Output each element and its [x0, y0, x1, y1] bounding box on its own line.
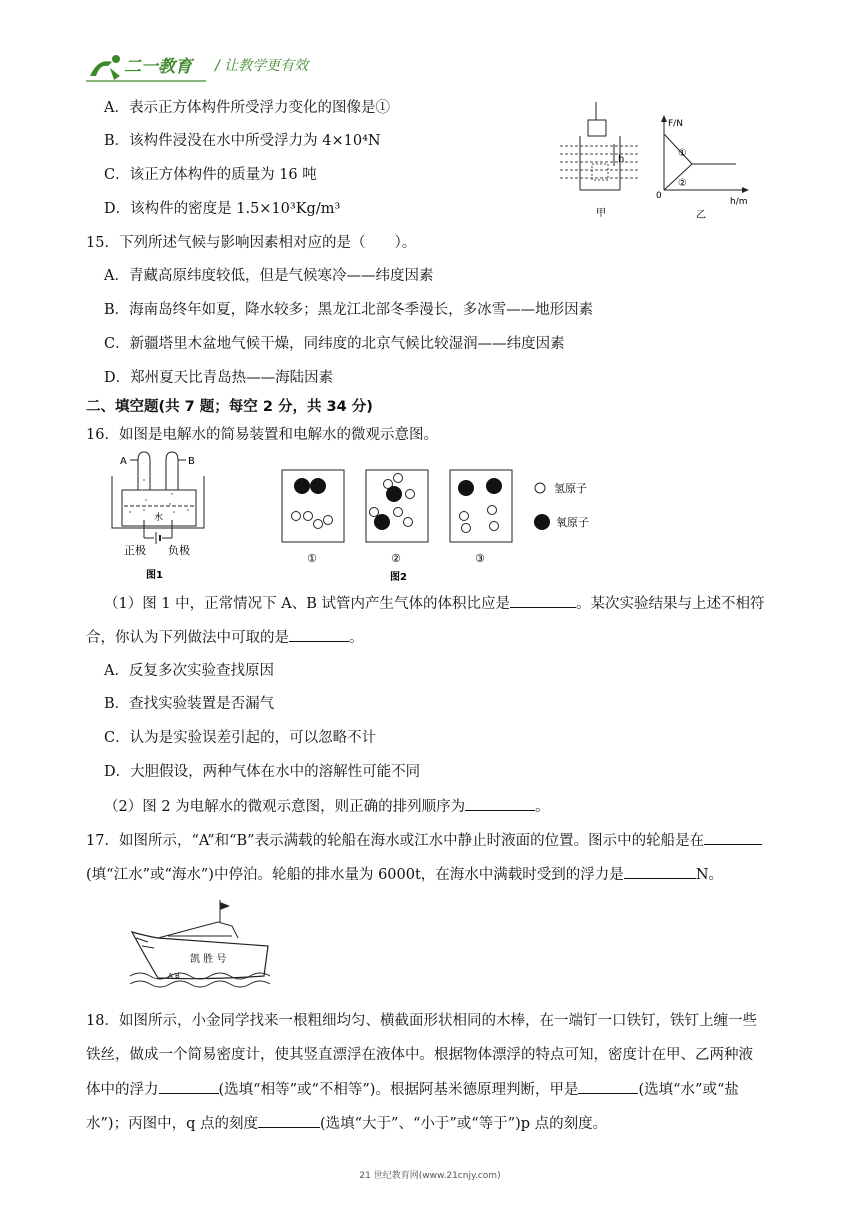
box-3-label: ③: [475, 552, 485, 565]
q16-option-c: C．认为是实验误差引起的，可以忽略不计: [104, 730, 377, 746]
q18-line2: 铁丝，做成一个简易密度计，使其竖直漂浮在液体中。根据物体漂浮的特点可知，密度计在甲、乙两种液: [86, 1047, 753, 1063]
q14-option-a: A．表示正方体构件所受浮力变化的图像是①: [104, 100, 390, 116]
q16-figure-1: [104, 450, 222, 586]
origin-label: 0: [656, 191, 662, 201]
q14-option-d: D．该构件的密度是 1.5×10³Kg/m³: [104, 201, 341, 217]
q18-line1: 18．如图所示，小金同学找来一根粗细均匀、横截面形状相同的木棒，在一端钉一口铁钉，铁钉上缠一些: [86, 1013, 757, 1029]
jia-caption: 甲: [596, 208, 606, 219]
ship-name: 凯 胜 号: [190, 954, 227, 965]
q16-figure-2: [280, 464, 610, 584]
yi-xaxis-label: h/m: [730, 197, 748, 207]
q16-part1-line2: 合，你认为下列做法中可取的是 。: [86, 627, 364, 648]
brand-name: 二一教育: [124, 57, 192, 77]
answer-blank[interactable]: [289, 627, 349, 642]
ship-ab-marks: A B: [168, 972, 180, 980]
fig1-caption: 图1: [146, 570, 163, 581]
q17-line1: 17．如图所示，“A”和“B”表示满载的轮船在海水或江水中静止时液面的位置。图示中的轮船是在: [86, 830, 762, 851]
yi-yaxis-label: F/N: [668, 119, 683, 129]
o-atom-legend: 氧原子: [556, 516, 589, 529]
box-2-label: ②: [391, 552, 401, 565]
tube-a-label: A: [120, 456, 127, 467]
q14-option-b: B．该构件浸没在水中所受浮力为 4×10⁴N: [104, 133, 381, 149]
q15-option-d: D．郑州夏天比青岛热——海陆因素: [104, 370, 334, 386]
q18-line4: 水”)；丙图中，q 点的刻度 (选填“大于”、“小于”或“等于”)p 点的刻度。: [86, 1113, 607, 1134]
fig2-caption: 图2: [390, 572, 407, 583]
negative-electrode-label: 负极: [168, 544, 190, 557]
q15-option-b: B．海南岛终年如夏，降水较多；黑龙江北部冬季漫长，多冰雪——地形因素: [104, 302, 594, 318]
q15-stem: 15．下列所述气候与影响因素相对应的是（ ）。: [86, 235, 417, 251]
curve-1-label: ①: [678, 148, 687, 159]
water-label: 水: [154, 513, 164, 523]
box-1-label: ①: [307, 552, 317, 565]
ship-illustration: [128, 898, 288, 994]
answer-blank[interactable]: [578, 1079, 638, 1094]
q18-line3: 体中的浮力 (选填“相等”或“不相等”)。根据阿基米德原理判断，甲是 (选填“水”或“盐: [86, 1079, 739, 1100]
q16-stem: 16．如图是电解水的简易装置和电解水的微观示意图。: [86, 427, 438, 443]
q15-option-c: C．新疆塔里木盆地气候干燥，同纬度的北京气候比较湿润——纬度因素: [104, 336, 565, 352]
q14-option-c: C．该正方体构件的质量为 16 吨: [104, 167, 317, 183]
h-label: h: [618, 154, 625, 165]
page-footer: 21 世纪教育网(www.21cnjy.com): [359, 1171, 501, 1181]
curve-2-label: ②: [678, 178, 687, 189]
brand-slogan: / 让教学更有效: [215, 58, 309, 74]
answer-blank[interactable]: [258, 1113, 320, 1128]
answer-blank[interactable]: [624, 864, 696, 879]
q16-option-b: B．查找实验装置是否漏气: [104, 696, 275, 712]
q16-part2: （2）图 2 为电解水的微观示意图，则正确的排列顺序为 。: [104, 796, 550, 817]
tube-b-label: B: [188, 456, 195, 467]
answer-blank[interactable]: [159, 1079, 219, 1094]
q16-part1-line1: （1）图 1 中，正常情况下 A、B 试管内产生气体的体积比应是 。某次实验结果与上述不相符: [104, 593, 765, 614]
h-atom-legend: 氢原子: [554, 482, 587, 495]
q16-option-a: A．反复多次实验查找原因: [104, 663, 274, 679]
q16-option-d: D．大胆假设，两种气体在水中的溶解性可能不同: [104, 764, 421, 780]
q14-figure-jia: [558, 100, 648, 222]
section-title: 二、填空题(共 7 题；每空 2 分，共 34 分): [86, 399, 373, 415]
answer-blank[interactable]: [465, 796, 535, 811]
q15-option-a: A．青藏高原纬度较低，但是气候寒冷——纬度因素: [104, 268, 434, 284]
positive-electrode-label: 正极: [124, 544, 146, 557]
yi-caption: 乙: [696, 210, 706, 221]
q14-figure-yi: [652, 112, 762, 222]
answer-blank[interactable]: [704, 830, 762, 845]
q17-line2: (填“江水”或“海水”)中停泊。轮船的排水量为 6000t，在海水中满载时受到的浮力是 N。: [86, 864, 723, 885]
answer-blank[interactable]: [510, 593, 576, 608]
